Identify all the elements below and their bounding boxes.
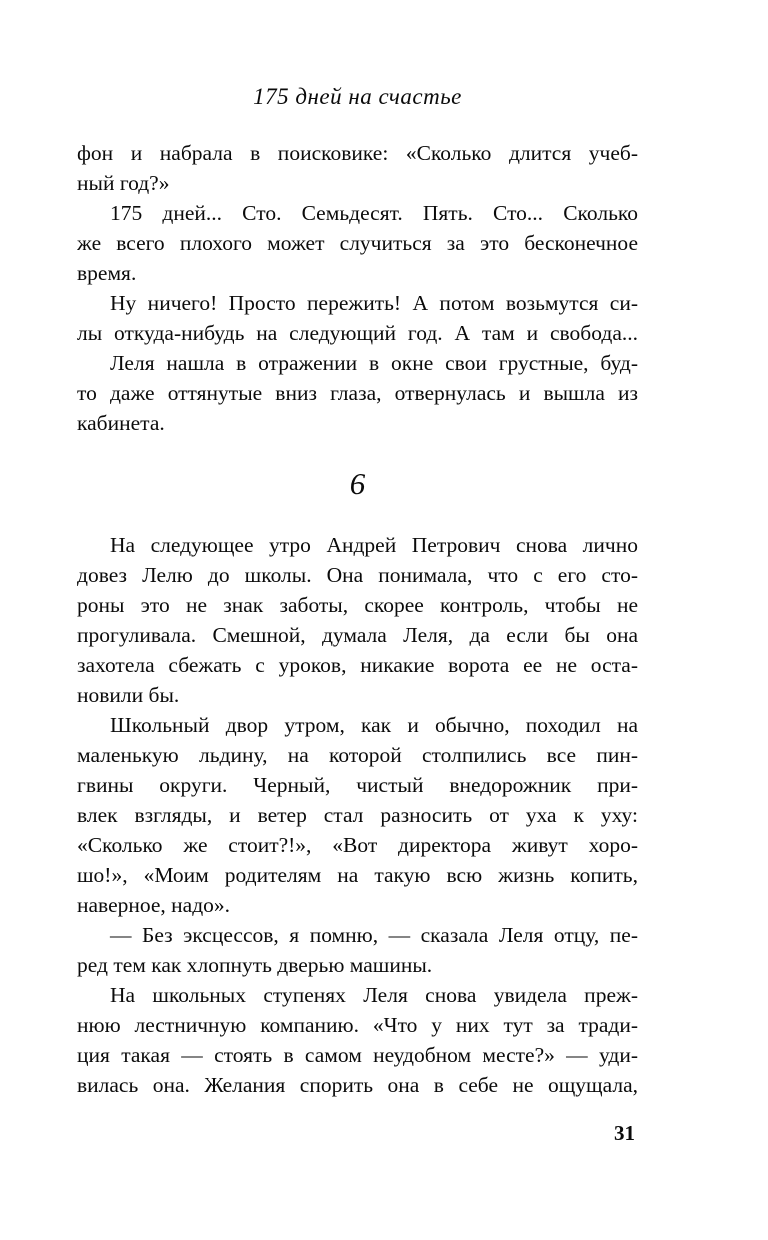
paragraph — [77, 980, 638, 1100]
paragraph — [77, 348, 638, 438]
running-header: 175 дней на счастье — [253, 84, 462, 109]
text-line: маленькую льдину, на которой столпились все пин- — [77, 743, 638, 767]
text-line: гвины округи. Черный, чистый внедорожник при- — [77, 773, 638, 797]
text-line: нюю лестничную компанию. «Что у них тут за тради- — [77, 1013, 638, 1037]
paragraph — [77, 288, 638, 348]
body-text-after-chapter — [77, 530, 638, 1100]
text-column — [77, 0, 638, 1146]
text-line: «Сколько же стоит?!», «Вот директора живут хоро- — [77, 833, 638, 857]
paragraph — [77, 710, 638, 920]
text-line: захотела сбежать с уроков, никакие ворота ее не оста- — [77, 653, 638, 677]
paragraph — [77, 920, 638, 980]
text-line: ция такая — стоять в самом неудобном месте?» — уди- — [77, 1043, 638, 1067]
paragraph — [77, 138, 638, 198]
text-line: довез Лелю до школы. Она понимала, что с его сто- — [77, 563, 638, 587]
paragraph — [77, 198, 638, 288]
text-line: роны это не знак заботы, скорее контроль, чтобы не — [77, 593, 638, 617]
body-text-before-chapter — [77, 138, 638, 438]
text-line: — Без эксцессов, я помню, — сказала Леля отцу, пе- — [110, 923, 638, 947]
text-line: фон и набрала в поисковике: «Сколько длится учеб- — [77, 141, 638, 165]
text-line: На следующее утро Андрей Петрович снова лично — [110, 533, 638, 557]
text-line: 175 дней... Сто. Семьдесят. Пять. Сто... Сколько — [110, 201, 638, 225]
text-line: Ну ничего! Просто пережить! А потом возьмутся си- — [110, 291, 638, 315]
text-line: кабинета. — [77, 411, 165, 435]
chapter-heading: 6 — [349, 466, 366, 501]
text-line: На школьных ступенях Леля снова увидела преж- — [110, 983, 638, 1007]
text-line: ред тем как хлопнуть дверью машины. — [77, 953, 433, 977]
paragraph — [77, 530, 638, 710]
text-line: новили бы. — [77, 683, 180, 707]
text-line: время. — [77, 261, 137, 285]
text-line: шо!», «Моим родителям на такую всю жизнь копить, — [77, 863, 638, 887]
page-number: 31 — [614, 1121, 635, 1145]
text-line: вилась она. Желания спорить она в себе не ощущала, — [77, 1073, 638, 1097]
text-line: же всего плохого может случиться за это бесконечное — [77, 231, 638, 255]
text-line: ный год?» — [77, 171, 170, 195]
text-line: влек взгляды, и ветер стал разносить от уха к уху: — [77, 803, 638, 827]
text-line: то даже оттянутые вниз глаза, отвернулась и вышла из — [77, 381, 638, 405]
text-line: прогуливала. Смешной, думала Леля, да если бы она — [77, 623, 638, 647]
text-line: лы откуда-нибудь на следующий год. А там и свобода... — [77, 321, 638, 345]
text-line: Школьный двор утром, как и обычно, походил на — [110, 713, 638, 737]
text-line: наверное, надо». — [77, 893, 231, 917]
text-line: Леля нашла в отражении в окне свои грустные, буд- — [110, 351, 638, 375]
